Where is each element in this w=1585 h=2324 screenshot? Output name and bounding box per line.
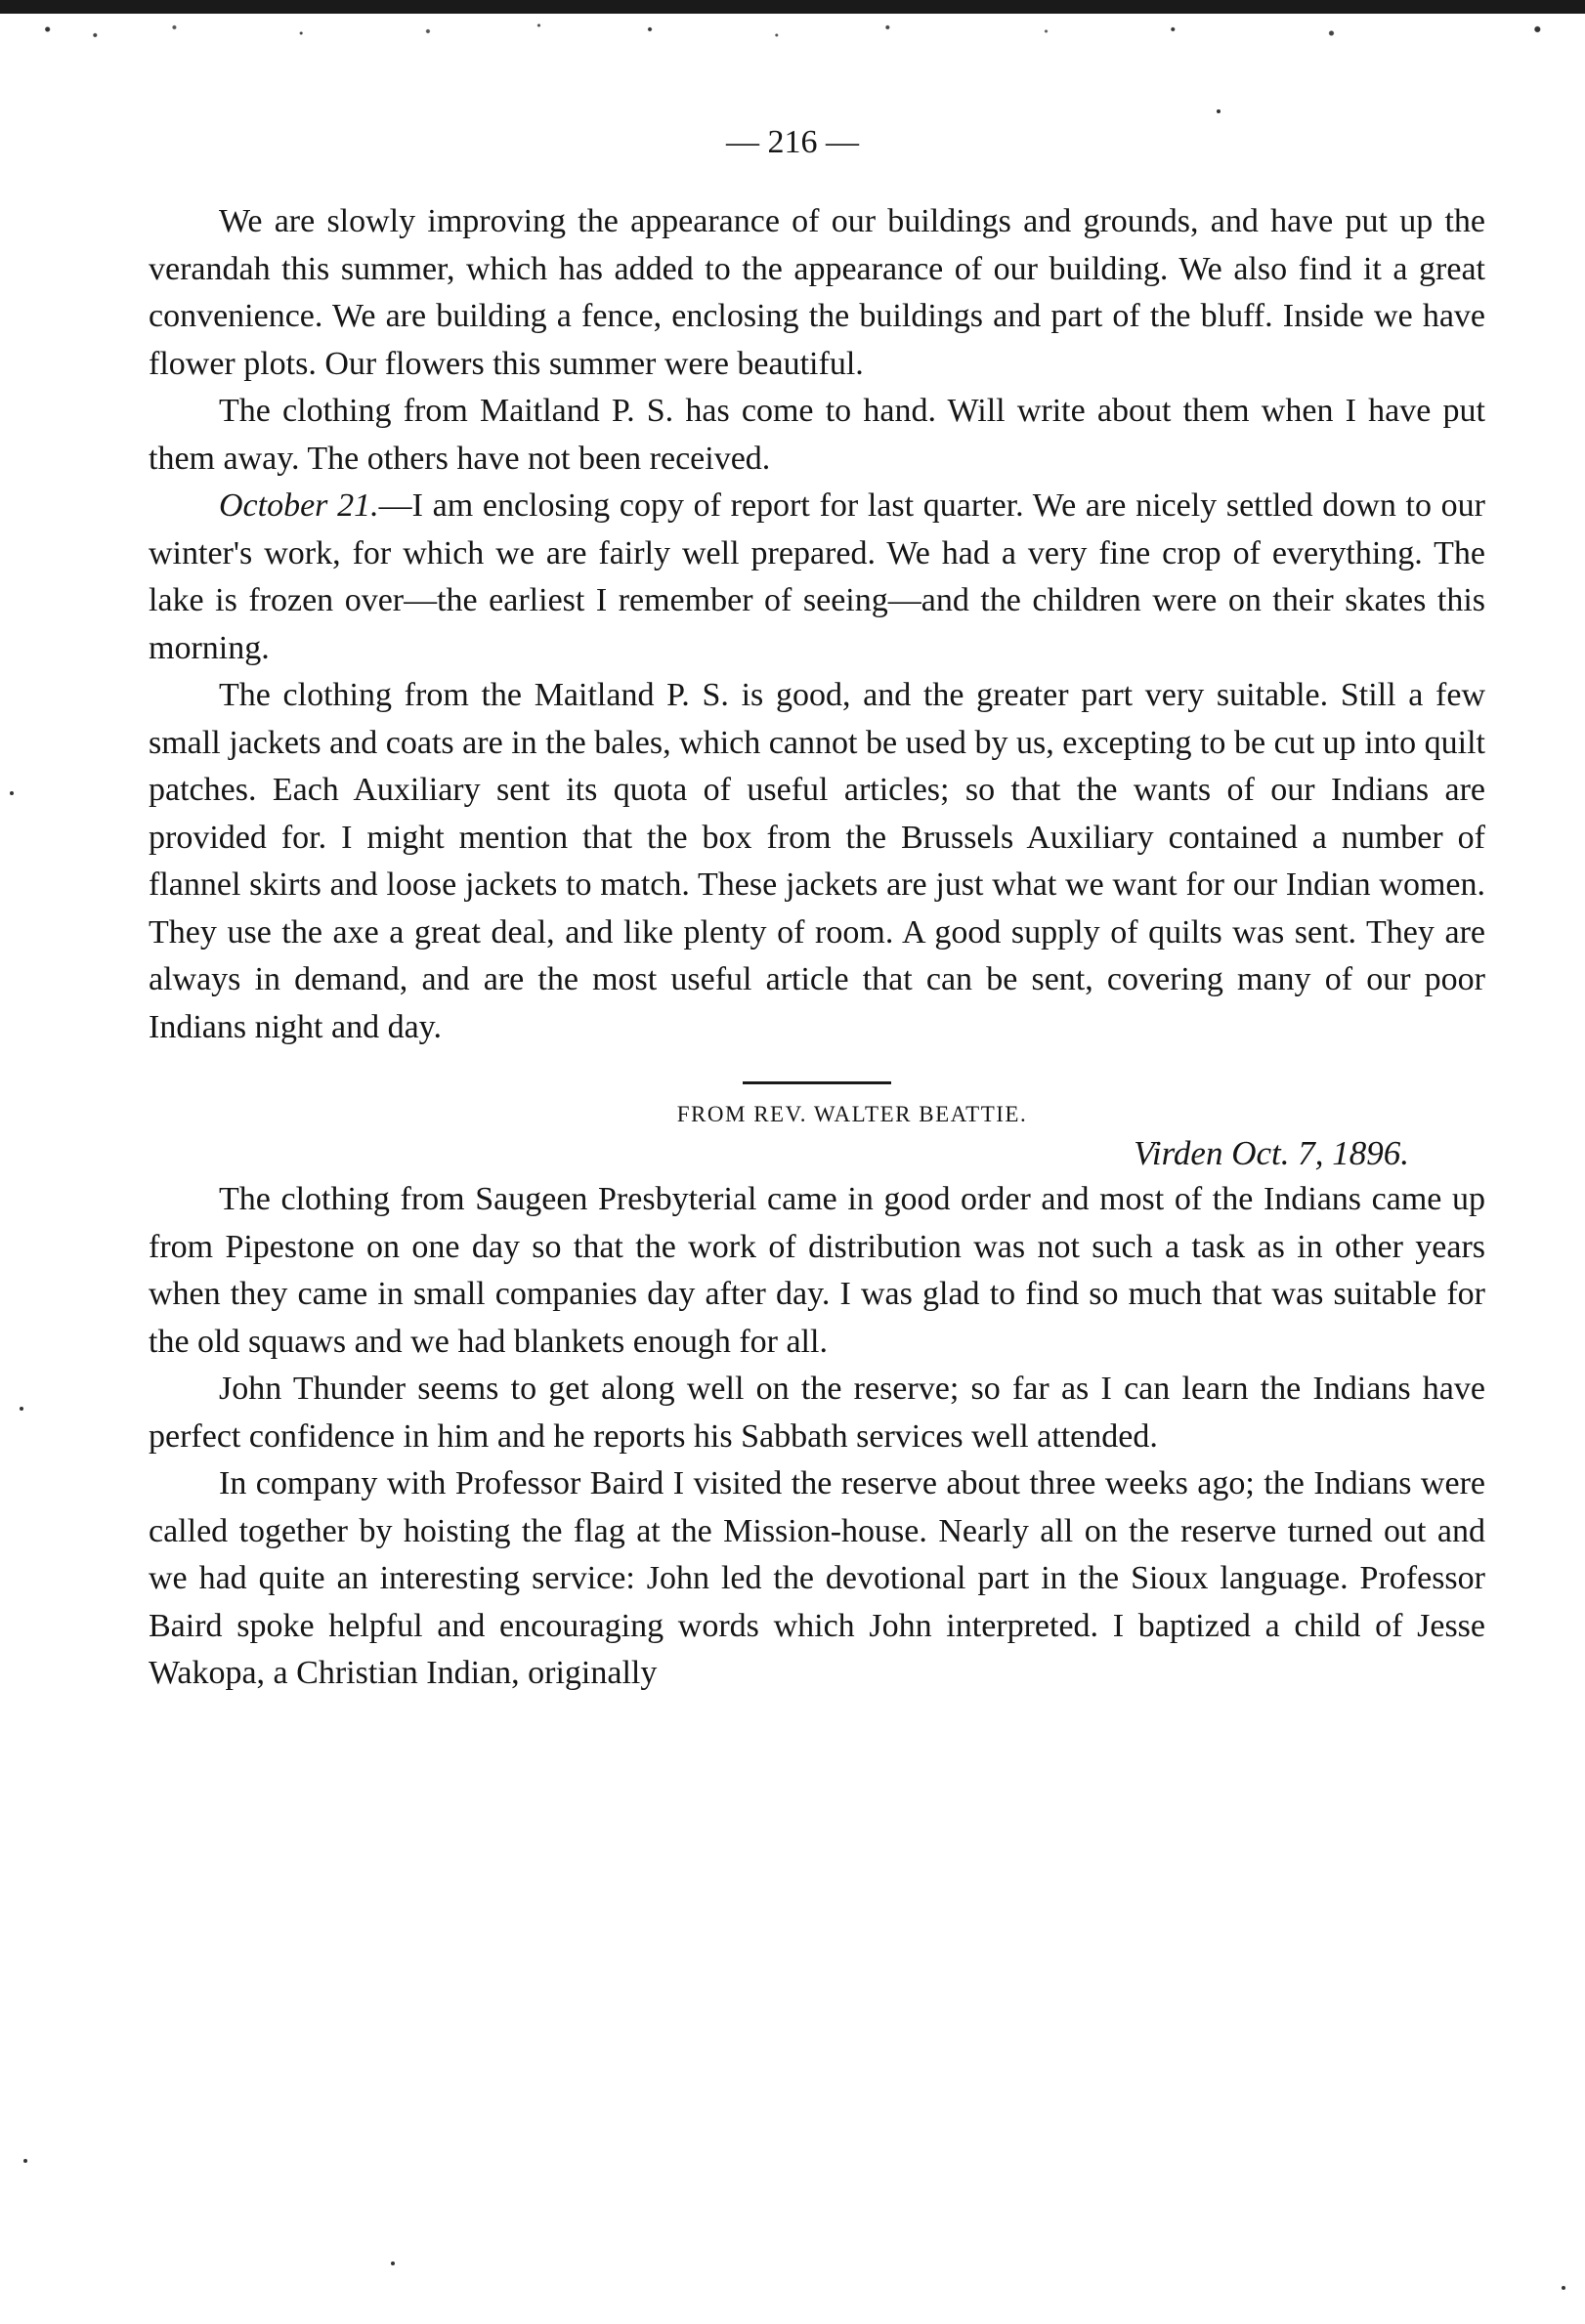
section-heading: FROM REV. WALTER BEATTIE. <box>676 1102 1028 1126</box>
scan-speck <box>1562 2286 1565 2290</box>
scan-speck <box>23 2159 27 2163</box>
section-divider <box>743 1081 891 1084</box>
scan-speck <box>20 1407 23 1411</box>
document-body <box>149 198 1485 1698</box>
scan-top-border <box>0 0 1585 14</box>
paragraph-maitland-good: The clothing from the Maitland P. S. is good, and the greater part very suitable. Still a few small jackets and coats are in the bales, which cannot be used by us, excepting to be cut up into quilt patches. Each Auxiliary sent its quota of useful articles; so that the wants of our Indians are provided for. I might mention that the box from the Brussels Auxiliary contained a number of flannel skirts and loose jackets to match. These jackets are just what we want for our Indian women. They use the axe a great deal, and like plenty of room. A good supply of quilts was sent. They are always in demand, and are the most useful article that can be sent, covering many of our poor Indians night and day. <box>149 677 1485 1045</box>
scan-top-noise <box>0 14 1585 53</box>
paragraph-maitland-clothing: The clothing from Maitland P. S. has come to hand. Will write about them when I have put them away. The others have not been received. <box>149 393 1485 477</box>
paragraph-october-21 <box>149 483 1485 672</box>
paragraph-saugeen-clothing: The clothing from Saugeen Presbyterial came in good order and most of the Indians came up from Pipestone on one day so that the work of distribution was not such a task as in other years when they came in small companies day after day. I was glad to find so much that was suitable for the old squaws and we had blankets enough for all. <box>149 1181 1485 1360</box>
paragraph-buildings: We are slowly improving the appearance of our buildings and grounds, and have put up the verandah this summer, which has added to the appearance of our building. We also find it a great convenience. We are building a fence, enclosing the buildings and part of the bluff. Inside we have flower plots. Our flowers this summer were beautiful. <box>149 203 1485 382</box>
scan-speck <box>1217 109 1221 113</box>
page-number: — 216 — <box>726 124 859 160</box>
paragraph-professor-baird: In company with Professor Baird I visited the reserve about three weeks ago; the Indians were called together by hoisting the flag at the Mission-house. Nearly all on the reserve turned out and we had quite an interesting service: John led the devotional part in the Sioux language. Professor Baird spoke helpful and encouraging words which John interpreted. I baptized a child of Jesse Wakopa, a Christian Indian, originally <box>149 1465 1485 1691</box>
paragraph-john-thunder: John Thunder seems to get along well on the reserve; so far as I can learn the Indians have perfect confidence in him and he reports his Sabbath services well attended. <box>149 1371 1485 1455</box>
scan-speck <box>391 2261 395 2265</box>
entry-text: —I am enclosing copy of report for last quarter. We are nicely settled down to our winter's work, for which we are fairly well prepared. We had a very fine crop of everything. The lake is frozen over—the earliest I remember of seeing—and the children were on their skates this morning. <box>149 487 1485 666</box>
scan-speck <box>10 791 14 795</box>
letter-dateline: Virden Oct. 7, 1896. <box>1134 1134 1409 1172</box>
entry-date: October 21. <box>219 487 379 524</box>
